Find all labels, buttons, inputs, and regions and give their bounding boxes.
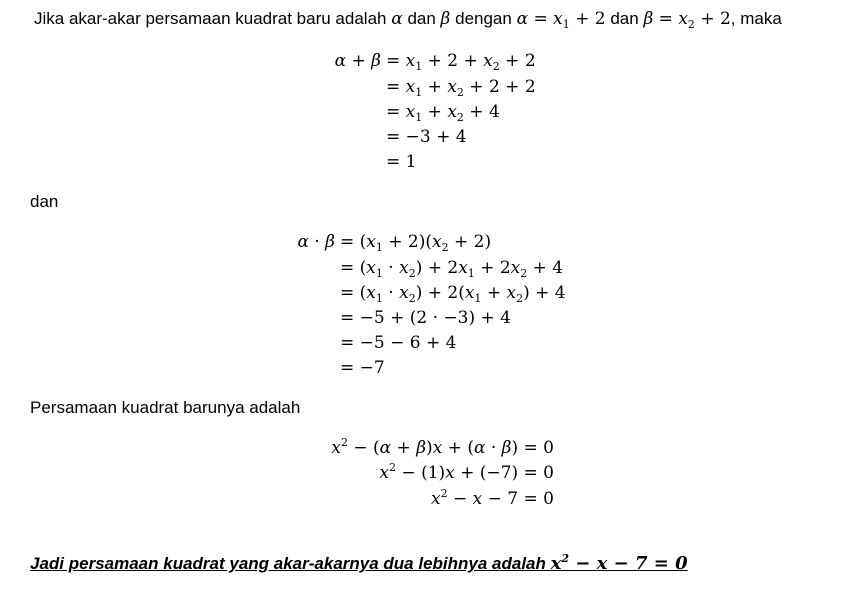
beta-definition: $\beta = x_2 + 2$: [643, 9, 731, 31]
product-row-4: = −5 + (2 · −3) + 4: [340, 308, 511, 328]
equation-row-2: $x^2 - (1)x + (-7) = 0$: [379, 461, 554, 483]
sum-row-5: = 1: [386, 152, 417, 172]
intro-text-5: , maka: [730, 9, 782, 28]
dan-label: dan: [30, 192, 59, 211]
intro-line: [34, 9, 782, 29]
product-row-6: = −7: [340, 358, 385, 378]
conclusion-text: Jadi persamaan kuadrat yang akar-akarnya dua lebihnya adalah: [30, 554, 546, 573]
product-row-1: [0, 230, 846, 254]
beta-symbol: β: [440, 9, 451, 29]
sum-lhs: α + β: [334, 51, 381, 71]
sum-row-2: = $x_1 + x_2 + 2 + 2$: [386, 77, 536, 99]
product-row-5: = −5 − 6 + 4: [340, 333, 457, 353]
sum-row-4: = −3 + 4: [386, 127, 467, 147]
sum-row-3: = $x_1 + x_2 + 4$: [386, 102, 500, 124]
sum-rhs-1: = $x_1 + 2 + x_2 + 2$: [386, 51, 536, 73]
alpha-symbol: α: [391, 9, 403, 29]
product-row-3: = $(x_1 \cdot x_2) + 2(x_1 + x_2) + 4$: [340, 283, 566, 305]
sum-row-1: [0, 49, 846, 73]
product-rhs-1: = $(x_1 + 2)(x_2 + 2)$: [340, 232, 492, 254]
intro-text-1: Jika akar-akar persamaan kuadrat baru adalah: [34, 9, 387, 28]
intro-text-2: dan: [407, 9, 436, 28]
intro-text-4: dan: [610, 9, 639, 28]
intro-text-3: dengan: [455, 9, 512, 28]
product-lhs: α · β: [297, 232, 335, 252]
conclusion-line: [30, 553, 688, 574]
equation-row-1: $x^2 - (\alpha + \beta)x + (\alpha \cdot \beta) = 0$: [331, 436, 554, 458]
equation-row-3: $x^2 - x - 7 = 0$: [431, 487, 554, 509]
product-row-2: = $(x_1 \cdot x_2) + 2x_1 + 2x_2 + 4$: [340, 258, 564, 280]
alpha-definition: $\alpha = x_1 + 2$: [516, 9, 606, 31]
conclusion-equation: $x^2 - x - 7 = 0$: [550, 552, 688, 574]
persamaan-label: Persamaan kuadrat barunya adalah: [30, 398, 301, 417]
